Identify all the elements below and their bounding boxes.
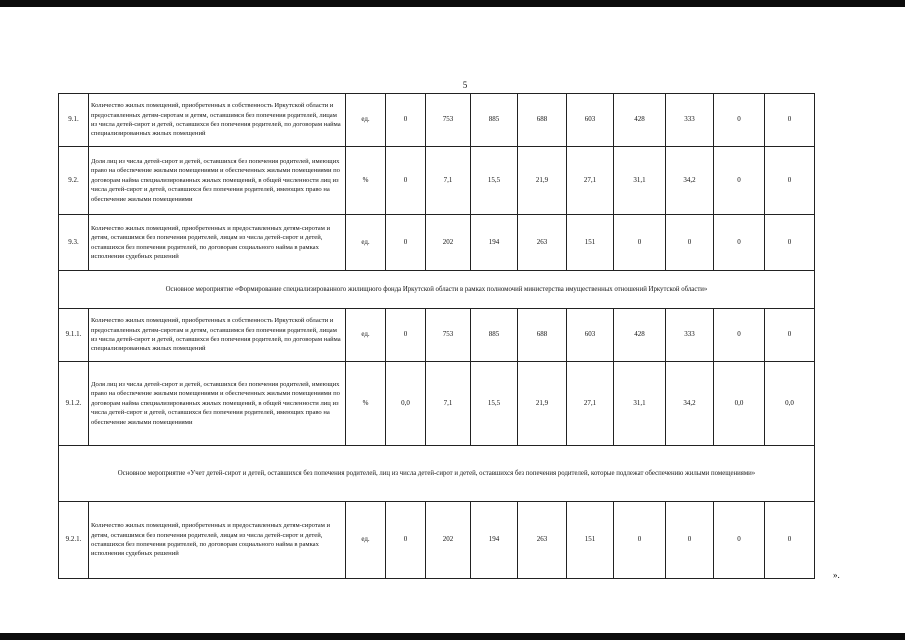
row-code: 9.1.: [59, 94, 89, 147]
section-banner: Основное мероприятие «Формирование специализированного жилищного фонда Иркутской области в рамках полномочий министерства имущественных отношений Иркутской области»: [59, 271, 815, 309]
row-value: 0: [386, 215, 426, 271]
row-value: 0: [765, 309, 815, 362]
row-value: 21,9: [518, 362, 567, 446]
row-value: 194: [471, 502, 518, 579]
row-unit: ед.: [346, 94, 386, 147]
row-value: 0: [386, 309, 426, 362]
row-unit: ед.: [346, 309, 386, 362]
row-value: 0,0: [765, 362, 815, 446]
row-value: 194: [471, 215, 518, 271]
row-value: 263: [518, 215, 567, 271]
row-value: 885: [471, 309, 518, 362]
section-banner-row: [59, 271, 815, 309]
row-value: 428: [614, 309, 666, 362]
row-value: 0: [714, 502, 765, 579]
section-banner: Основное мероприятие «Учет детей-сирот и детей, оставшихся без попечения родителей, лиц из числа детей-сирот и детей, оставшихся без попечения родителей, которые подлежат обеспечению жилыми помещениями»: [59, 446, 815, 502]
table-row: [59, 309, 815, 362]
table-row: [59, 147, 815, 215]
row-value: 0: [614, 215, 666, 271]
row-value: 753: [426, 94, 471, 147]
row-unit: %: [346, 147, 386, 215]
row-code: 9.2.1.: [59, 502, 89, 579]
row-value: 0: [765, 94, 815, 147]
row-value: 7,1: [426, 147, 471, 215]
row-value: 0: [765, 147, 815, 215]
row-value: 0,0: [714, 362, 765, 446]
row-value: 0: [714, 309, 765, 362]
row-code: 9.1.2.: [59, 362, 89, 446]
row-value: 688: [518, 309, 567, 362]
row-value: 0: [714, 94, 765, 147]
table-row: [59, 502, 815, 579]
row-value: 603: [567, 94, 614, 147]
row-value: 428: [614, 94, 666, 147]
row-value: 263: [518, 502, 567, 579]
row-value: 0: [614, 502, 666, 579]
scan-frame-top: [0, 0, 905, 7]
row-description: Количество жилых помещений, приобретенных и предоставленных детям-сиротам и детям, оставшимся без попечения родителей, лицам из числа детей-сирот и детей, оставшихся без попечения родителей, по договорам социального найма в рамках исполнения судебных решений: [89, 215, 346, 271]
row-value: 0: [386, 502, 426, 579]
row-value: 603: [567, 309, 614, 362]
row-unit: %: [346, 362, 386, 446]
row-description: Доля лиц из числа детей-сирот и детей, оставшихся без попечения родителей, имеющих право на обеспечение жилыми помещениями и обеспеченных жилыми помещениями по договорам найма специализированных жилых помещений, в общей численности лиц из числа детей-сирот и детей, оставшихся без попечения родителей, имеющих право на обеспечение жилыми помещениями: [89, 362, 346, 446]
page-number: 5: [462, 80, 468, 90]
row-value: 0: [714, 147, 765, 215]
row-value: 34,2: [666, 362, 714, 446]
scan-frame-bottom: [0, 633, 905, 640]
row-value: 27,1: [567, 362, 614, 446]
row-unit: ед.: [346, 502, 386, 579]
row-description: Количество жилых помещений, приобретенных в собственность Иркутской области и предоставленных детям-сиротам и детям, оставшимся без попечения родителей, лицам из числа детей-сирот и детей, оставшихся без попечения родителей, по договорам найма специализированных жилых помещений: [89, 309, 346, 362]
row-value: 0,0: [386, 362, 426, 446]
row-value: 753: [426, 309, 471, 362]
row-unit: ед.: [346, 215, 386, 271]
closing-quote-mark: ».: [833, 570, 840, 580]
row-description: Количество жилых помещений, приобретенных в собственность Иркутской области и предоставленных детям-сиротам и детям, оставшимся без попечения родителей, лицам из числа детей-сирот и детей, оставшихся без попечения родителей, по договорам найма специализированных жилых помещений: [89, 94, 346, 147]
row-description: Количество жилых помещений, приобретенных и предоставленных детям-сиротам и детям, оставшимся без попечения родителей, лицам из числа детей-сирот и детей, оставшихся без попечения родителей, по договорам социального найма в рамках исполнения судебных решений: [89, 502, 346, 579]
row-value: 34,2: [666, 147, 714, 215]
row-value: 202: [426, 215, 471, 271]
row-value: 688: [518, 94, 567, 147]
row-value: 0: [386, 94, 426, 147]
row-value: 0: [666, 215, 714, 271]
table-row: [59, 362, 815, 446]
row-value: 0: [765, 502, 815, 579]
row-value: 15,5: [471, 147, 518, 215]
table-row: [59, 94, 815, 147]
row-code: 9.2.: [59, 147, 89, 215]
row-value: 0: [765, 215, 815, 271]
table-row: [59, 215, 815, 271]
row-value: 151: [567, 215, 614, 271]
row-description: Доля лиц из числа детей-сирот и детей, оставшихся без попечения родителей, имеющих право на обеспечение жилыми помещениями и обеспеченных жилыми помещениями по договорам найма специализированных жилых помещений, в общей численности лиц из числа детей-сирот и детей, оставшихся без попечения родителей, имеющих право на обеспечение жилыми помещениями: [89, 147, 346, 215]
row-code: 9.1.1.: [59, 309, 89, 362]
row-value: 202: [426, 502, 471, 579]
row-code: 9.3.: [59, 215, 89, 271]
row-value: 151: [567, 502, 614, 579]
section-banner-row: [59, 446, 815, 502]
indicators-table: [58, 93, 815, 579]
row-value: 31,1: [614, 147, 666, 215]
row-value: 7,1: [426, 362, 471, 446]
row-value: 0: [666, 502, 714, 579]
row-value: 31,1: [614, 362, 666, 446]
row-value: 21,9: [518, 147, 567, 215]
row-value: 15,5: [471, 362, 518, 446]
row-value: 885: [471, 94, 518, 147]
row-value: 0: [714, 215, 765, 271]
row-value: 27,1: [567, 147, 614, 215]
row-value: 333: [666, 309, 714, 362]
row-value: 333: [666, 94, 714, 147]
row-value: 0: [386, 147, 426, 215]
